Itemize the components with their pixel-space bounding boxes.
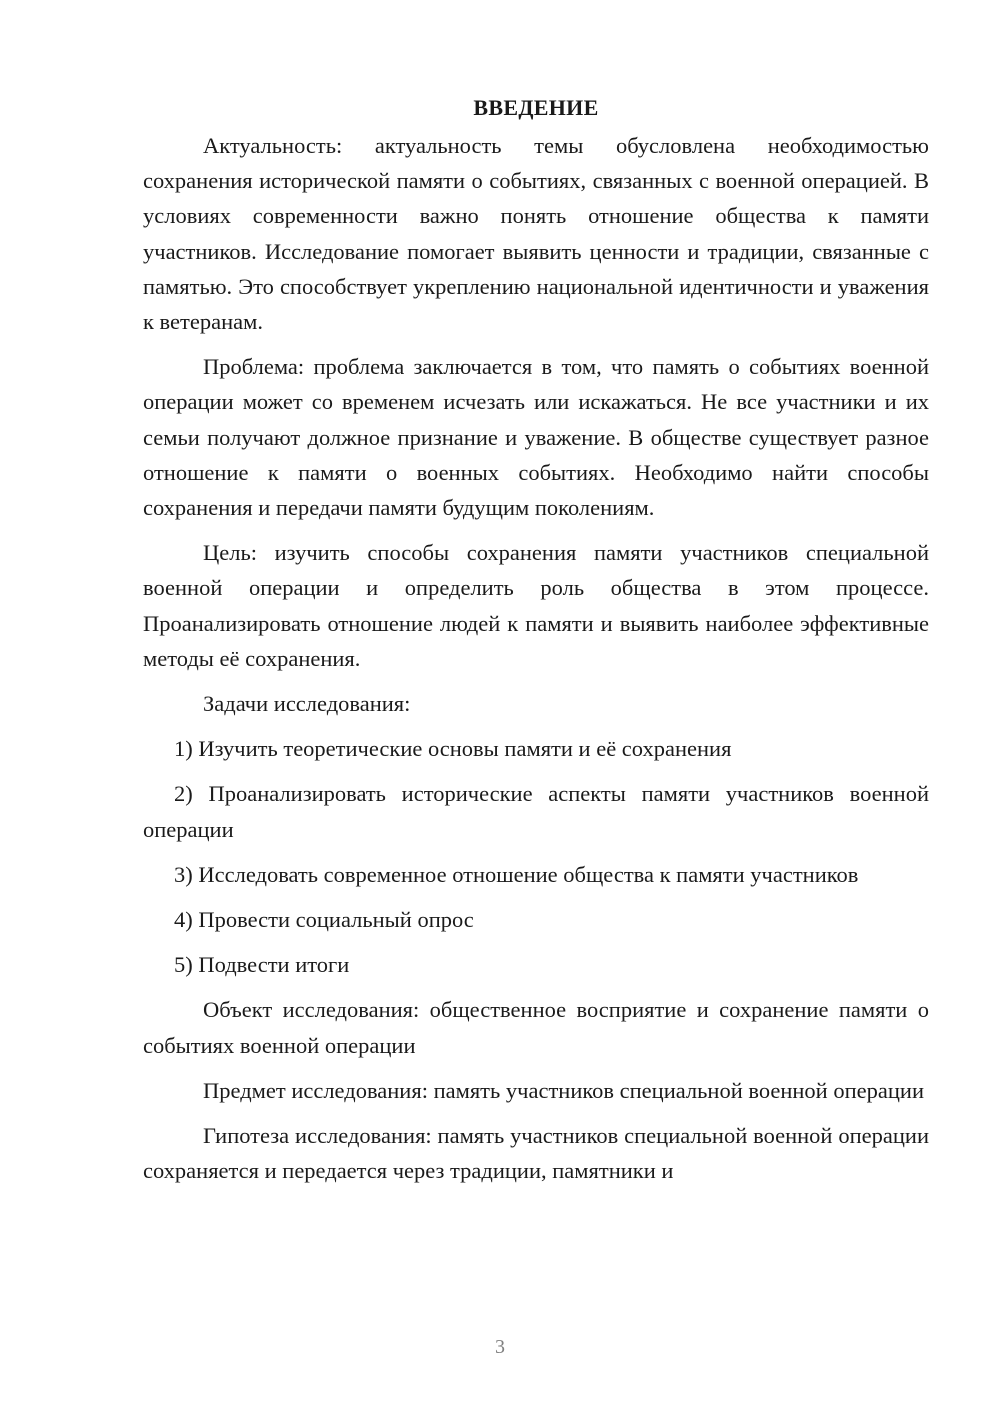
tasks-title: Задачи исследования: bbox=[203, 691, 411, 717]
relevance-paragraph: Актуальность: актуальность темы обусловлена необходимостью сохранения исторической памяти о событиях, связанных с военной операцией. В условиях современности важно понять отношение общества к памяти участников. Исследование помогает выявить ценности и традиции, связанные с памятью. Это способствует укреплению национальной идентичности и уважения к ветеранам. bbox=[143, 133, 929, 335]
page-number: 3 bbox=[495, 1336, 505, 1358]
goal-paragraph: Цель: изучить способы сохранения памяти участников специальной военной операции и определить роль общества в этом процессе. Проанализировать отношение людей к памяти и выявить наиболее эффективные методы её сохранения. bbox=[143, 540, 929, 671]
hypothesis-paragraph: Гипотеза исследования: память участников специальной военной операции сохраняется и передается через традиции, памятники и bbox=[143, 1123, 929, 1184]
task-item-4: 4) Провести социальный опрос bbox=[174, 907, 474, 933]
task-item-2: 2) Проанализировать исторические аспекты памяти участников военной операции bbox=[143, 781, 929, 842]
object-paragraph: Объект исследования: общественное восприятие и сохранение памяти о событиях военной операции bbox=[143, 997, 929, 1058]
section-heading: ВВЕДЕНИЕ bbox=[473, 95, 599, 120]
task-item-3: 3) Исследовать современное отношение общества к памяти участников bbox=[174, 861, 859, 887]
document-page bbox=[143, 90, 929, 1198]
task-item-1: 1) Изучить теоретические основы памяти и её сохранения bbox=[174, 736, 732, 762]
task-item-5: 5) Подвести итоги bbox=[174, 952, 350, 978]
subject-paragraph: Предмет исследования: память участников специальной военной операции bbox=[203, 1077, 924, 1103]
problem-paragraph: Проблема: проблема заключается в том, что память о событиях военной операции может со временем исчезать или искажаться. Не все участники и их семьи получают должное признание и уважение. В обществе существует разное отношение к памяти о военных событиях. Необходимо найти способы сохранения и передачи памяти будущим поколениям. bbox=[143, 354, 929, 521]
